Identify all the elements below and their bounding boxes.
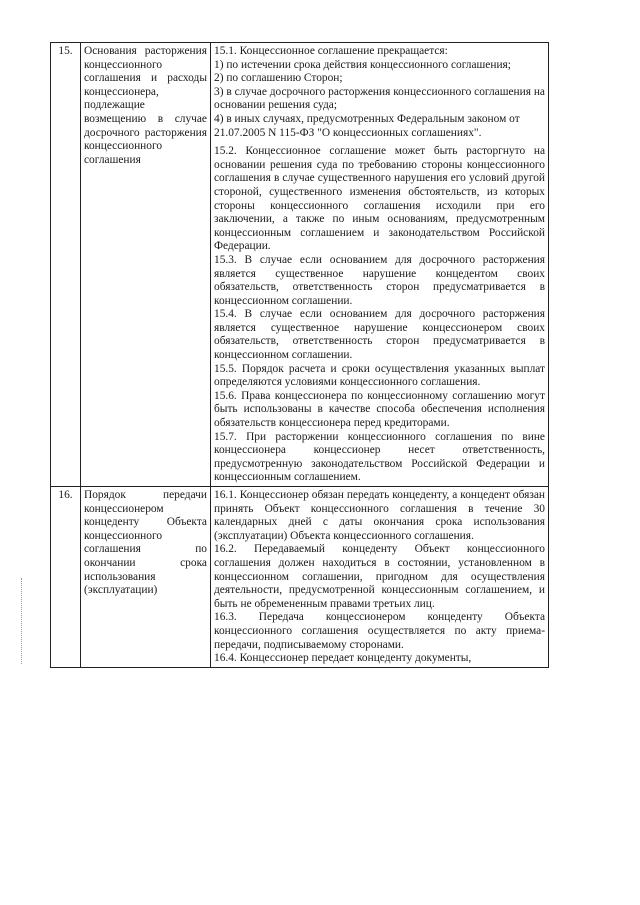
clause-paragraph: 15.5. Порядок расчета и сроки осуществления указанных выплат определяются условиями концессионного соглашения. xyxy=(214,362,545,389)
clause-paragraph: 15.3. В случае если основанием для досрочного расторжения является существенное нарушение концедентом своих обязательств, ответственность сторон предусматривается в концессионном соглашении. xyxy=(214,253,545,307)
clause-paragraph: 1) по истечении срока действия концессионного соглашения; xyxy=(214,58,511,71)
table-row-15 xyxy=(51,43,549,487)
clause-paragraph: 15.6. Права концессионера по концессионному соглашению могут быть использованы в качестве способа обеспечения исполнения обязательств концессионера перед кредиторами. xyxy=(214,389,545,430)
clause-paragraph: 16.2. Передаваемый концеденту Объект концессионного соглашения должен находиться в состоянии, установленном в концессионном соглашении, пригодном для осуществления деятельности, предусмотренной концессионным соглашением, и быть не обремененным правами третьих лиц. xyxy=(214,543,545,610)
clause-paragraph: 4) в иных случаях, предусмотренных Федеральным законом от 21.07.2005 N 115-ФЗ "О концессионных соглашениях". xyxy=(214,112,520,139)
clause-paragraph: 2) по соглашению Сторон; xyxy=(214,72,343,85)
clause-paragraph: 15.4. В случае если основанием для досрочного расторжения является существенное нарушение концессионером своих обязательств, ответственность сторон предусматривается в концессионном соглашении. xyxy=(214,308,545,362)
clause-paragraph: 15.2. Концессионное соглашение может быть расторгнуто на основании решения суда по требованию стороны концессионного соглашения в случае существенного нарушения его условий другой стороной, существенного изменения обстоятельств, из которых стороны концессионного соглашения исходили при его заключении, а также по иным основаниям, предусмотренным концессионным соглашением и законодательством Российской Федерации. xyxy=(214,145,545,253)
row-content xyxy=(211,487,549,668)
clause-paragraph: 3) в случае досрочного расторжения концессионного соглашения на основании решения суда; xyxy=(214,85,545,112)
table-row-16 xyxy=(51,487,549,668)
clause-paragraph: 15.1. Концессионное соглашение прекращается: xyxy=(214,45,448,57)
clause-paragraph: 15.7. При расторжении концессионного соглашения по вине концессионера концессионер несет ответственность, предусмотренную законодательством Российской Федерации и концессионным соглашением. xyxy=(214,430,545,484)
row-content xyxy=(211,43,549,487)
clause-paragraph: 16.4. Концессионер передает концеденту документы, xyxy=(214,652,472,665)
concession-terms-table xyxy=(50,42,549,668)
row-subject: Порядок передачи концессионером концеденту Объекта концессионного соглашения по окончании срока использования (эксплуатации) xyxy=(81,487,211,668)
clause-paragraph: 16.1. Концессионер обязан передать концеденту, а концедент обязан принять Объект концессионного соглашения в течение 30 календарных дней с даты окончания срока использования (эксплуатации) Объекта концессионного соглашения. xyxy=(214,489,545,542)
row-number: 16. xyxy=(51,487,81,668)
clause-paragraph: 16.3. Передача концессионером концеденту Объекта концессионного соглашения осуществляется по акту приема-передачи, подписываемому сторонами. xyxy=(214,611,545,651)
row-subject: Основания расторжения концессионного соглашения и расходы концессионера, подлежащие возмещению в случае досрочного расторжения концессионного соглашения xyxy=(81,43,211,487)
row-number: 15. xyxy=(51,43,81,487)
margin-scan-mark xyxy=(21,578,22,664)
